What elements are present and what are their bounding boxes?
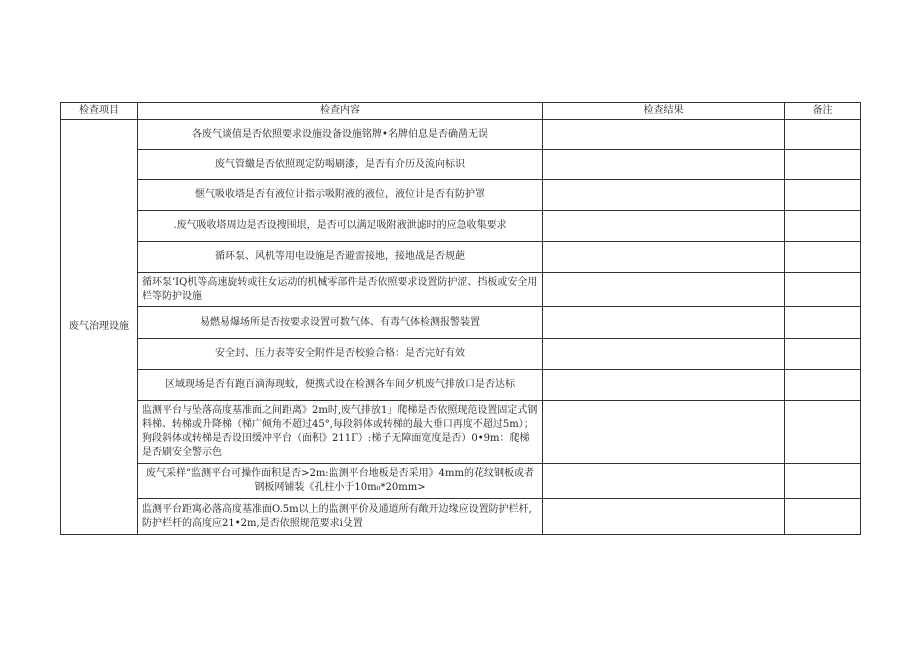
- result-cell[interactable]: [543, 401, 785, 464]
- note-cell[interactable]: [785, 120, 861, 150]
- result-cell[interactable]: [543, 339, 785, 370]
- note-cell[interactable]: [785, 370, 861, 401]
- note-cell[interactable]: [785, 242, 861, 273]
- content-cell: 循环泵’IQ机等高速旋转或往女运动的机械零部件是否依照要求设置防护涩、挡板或安全用栏等防护设施: [138, 273, 543, 307]
- header-content: 检查内容: [138, 103, 543, 120]
- table-row: [61, 339, 861, 370]
- content-cell: 惬气吸收塔是否有液位计指示吸附液的液位，液位计是否有防护罩: [138, 180, 543, 211]
- table-row: [61, 370, 861, 401]
- result-cell[interactable]: [543, 211, 785, 242]
- table-row: [61, 242, 861, 273]
- result-cell[interactable]: [543, 370, 785, 401]
- table-row: [61, 211, 861, 242]
- note-cell[interactable]: [785, 273, 861, 307]
- table-row: [61, 307, 861, 339]
- table-header-row: [61, 103, 861, 120]
- table-row: [61, 180, 861, 211]
- header-result: 检查结果: [543, 103, 785, 120]
- table-row: [61, 120, 861, 150]
- result-cell[interactable]: [543, 120, 785, 150]
- result-cell[interactable]: [543, 273, 785, 307]
- note-cell[interactable]: [785, 180, 861, 211]
- table-row: [61, 499, 861, 535]
- table-row: [61, 464, 861, 499]
- content-cell: 监测平台与坠落高度基准面之间距离》2m时,废气排放1」爬梯是否依照现范设置固定式钢料梯、转梯或升降梯（梯广倾角不超过45°,每段斜体或转梯的最大垂口再度不超过5m）；狗段斜体或转梯是否设田缓冲平台（面积》211Γ）:梯子无障面宽度是否）0•9m：爬梯是否刷安全警示色: [138, 401, 543, 464]
- content-cell: 各废气谈值是否依照要求设施设备设施铭牌•名牌伯息是否确凿无误: [138, 120, 543, 150]
- header-note: 备注: [785, 103, 861, 120]
- note-cell[interactable]: [785, 307, 861, 339]
- result-cell[interactable]: [543, 242, 785, 273]
- note-cell[interactable]: [785, 499, 861, 535]
- content-cell: 循环泵、风机等用电设施是否避雷接地，接地战是否规葩: [138, 242, 543, 273]
- table-row: [61, 150, 861, 180]
- header-item: 检查项目: [61, 103, 138, 120]
- result-cell[interactable]: [543, 307, 785, 339]
- note-cell[interactable]: [785, 401, 861, 464]
- result-cell[interactable]: [543, 464, 785, 499]
- category-cell: 废气治理设施: [61, 120, 138, 535]
- content-cell: 安全封、压力表等安全附件是否校验合格：是否完好有效: [138, 339, 543, 370]
- table-row: [61, 273, 861, 307]
- inspection-table: [60, 102, 861, 535]
- note-cell[interactable]: [785, 339, 861, 370]
- content-cell: 区域现场是否有跑百滴海现蚊，便携式设在检测各车间夕机废气排放口是否达标: [138, 370, 543, 401]
- result-cell[interactable]: [543, 150, 785, 180]
- content-cell: 废气采样”监测平台可操作面积是否>2m:监测平台地板是否采用》4mm的花纹钢板或者钢板网铺装《孔柱小于10m₀*20mm>: [138, 464, 543, 499]
- table-row: [61, 401, 861, 464]
- content-cell: 监测平台距寓必落高度基准面O.5m以上的监测平价及通道所有敞开边缘应设置防护栏杆,防护栏杆的高度应21•2m,是否依照规范要求i殳置: [138, 499, 543, 535]
- content-cell: .废气吸收塔周边是否设搜围垠，是否可以满足吸附液泄滤时的应急收集要求: [138, 211, 543, 242]
- content-cell: 废气管繳是否依照现定防喝刷漆，是否有介历及流向标识: [138, 150, 543, 180]
- content-cell: 易燃易爆场所是否按要求设置可数气体、有毒气体检测报警装置: [138, 307, 543, 339]
- table-body: [61, 120, 861, 535]
- note-cell[interactable]: [785, 211, 861, 242]
- note-cell[interactable]: [785, 150, 861, 180]
- note-cell[interactable]: [785, 464, 861, 499]
- result-cell[interactable]: [543, 180, 785, 211]
- result-cell[interactable]: [543, 499, 785, 535]
